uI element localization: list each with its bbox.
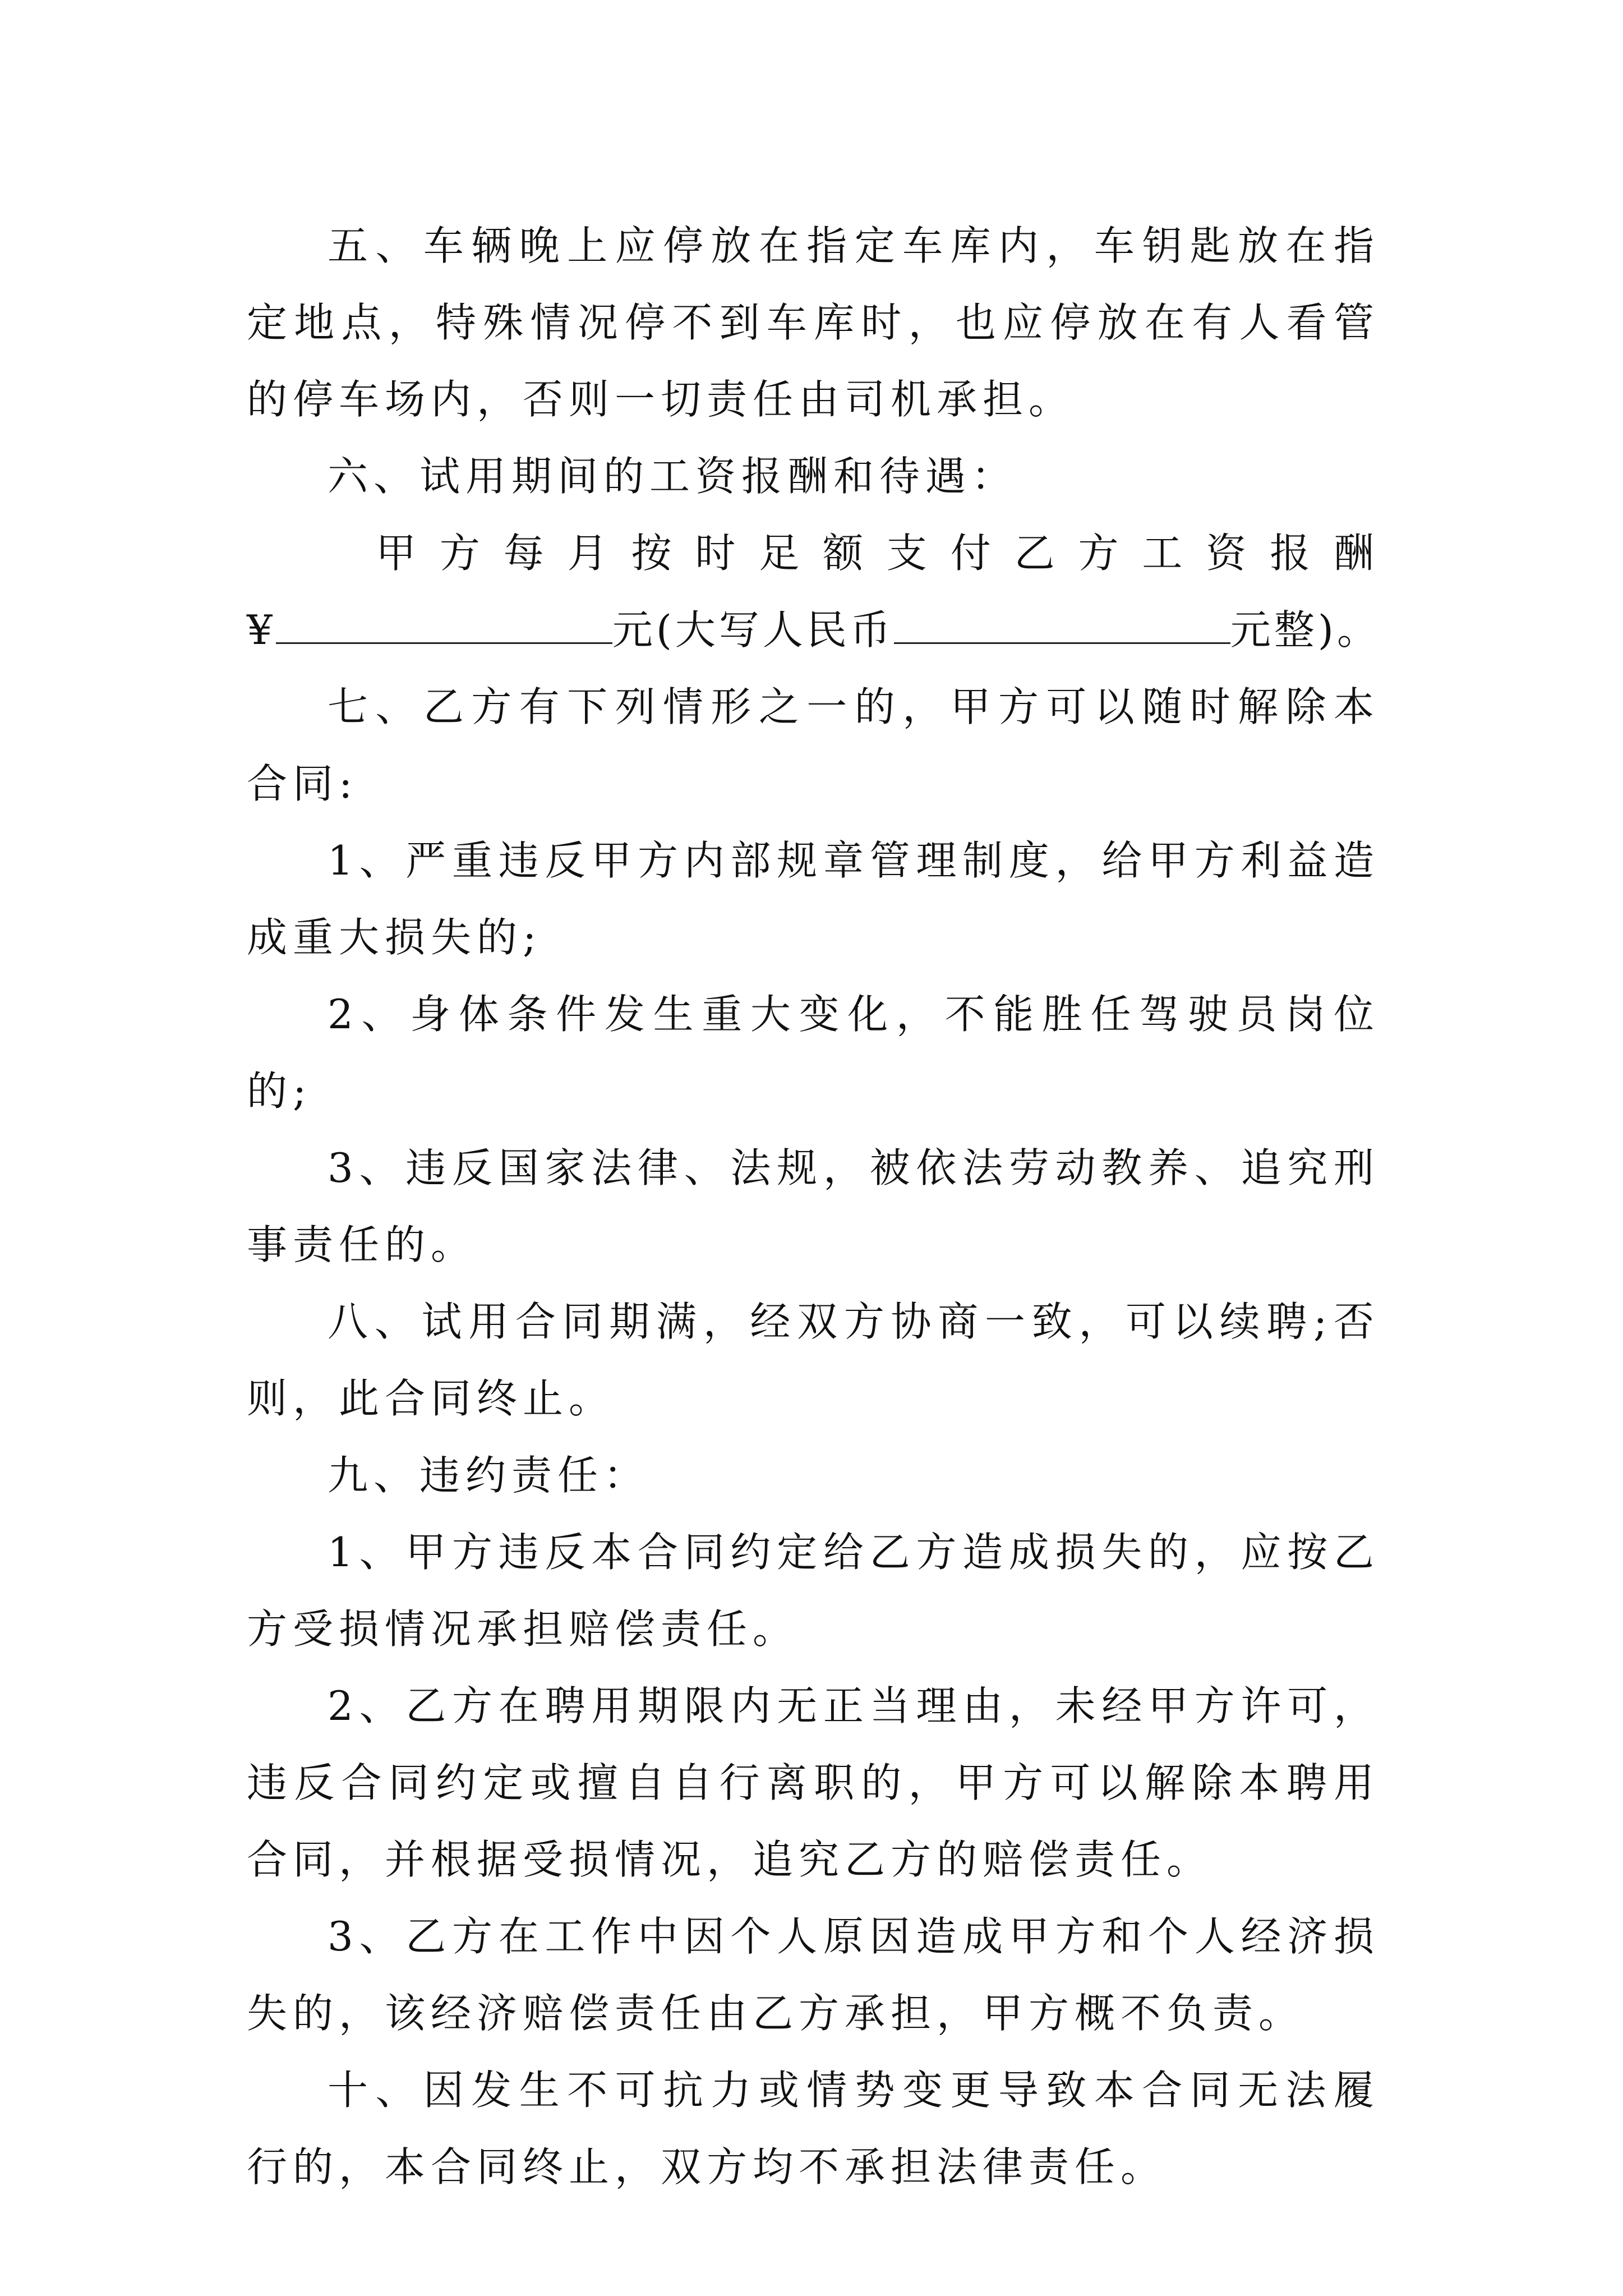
clause-7-item-1: 1、严重违反甲方内部规章管理制度，给甲方利益造成重大损失的; [247,837,1380,961]
amount-unit-text: 元(大写人民币 [612,606,894,654]
clause-9-heading: 九、违约责任： [328,1452,650,1499]
clause-7-item-2: 2、身体条件发生重大变化，不能胜任驾驶员岗位的; [247,991,1380,1115]
amount-figures-blank [276,609,612,644]
salary-statement-line: 甲方每月按时足额支付乙方工资报酬 [376,530,1380,577]
contract-body [247,208,1380,2206]
clause-9-item-2: 2、乙方在聘用期限内无正当理由，未经甲方许可，违反合同约定或擅自自行离职的，甲方可以解除本聘用合同，并根据受损情况，追究乙方的赔偿责任。 [247,1682,1380,1883]
clause-5-paragraph: 五、车辆晚上应停放在指定车库内，车钥匙放在指定地点，特殊情况停不到车库时，也应停放在有人看管的停车场内，否则一切责任由司机承担。 [247,222,1380,423]
clause-10-paragraph: 十、因发生不可抗力或情势变更导致本合同无法履行的，本合同终止，双方均不承担法律责任。 [247,2067,1380,2191]
currency-symbol: ¥ [247,606,276,654]
clause-6-heading: 六、试用期间的工资报酬和待遇： [328,453,1018,500]
clause-8-paragraph: 八、试用合同期满，经双方协商一致，可以续聘;否则，此合同终止。 [247,1298,1380,1422]
clause-9-item-3: 3、乙方在工作中因个人原因造成甲方和个人经济损失的，该经济赔偿责任由乙方承担，甲方概不负责。 [247,1913,1380,2037]
clause-7-item-3: 3、违反国家法律、法规，被依法劳动教养、追究刑事责任的。 [247,1144,1380,1268]
salary-amount-line [247,592,1380,669]
clause-7-heading: 七、乙方有下列情形之一的，甲方可以随时解除本合同: [247,683,1380,807]
clause-9-item-1: 1、甲方违反本合同约定给乙方造成损失的，应按乙方受损情况承担赔偿责任。 [247,1529,1380,1653]
amount-words-blank [894,609,1230,644]
amount-end-text: 元整)。 [1230,606,1381,654]
